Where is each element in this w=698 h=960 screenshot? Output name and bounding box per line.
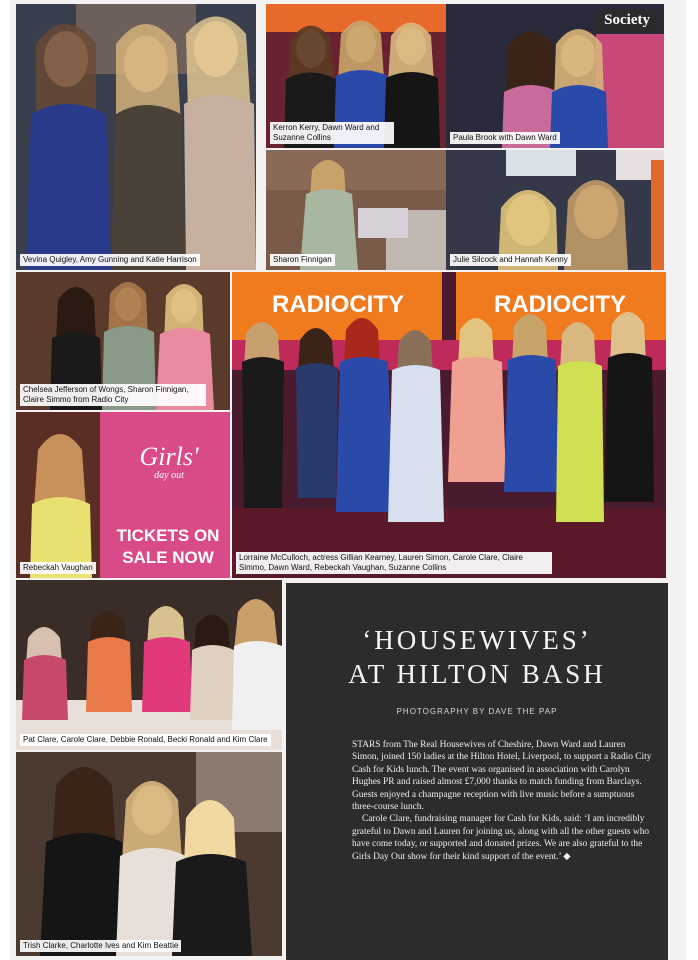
photo-julie-silcock-hannah-kenny — [446, 150, 664, 270]
photo-chelsea-jefferson-group — [16, 272, 230, 410]
photo-illustration — [266, 150, 446, 270]
photo-caption: Pat Clare, Carole Clare, Debbie Ronald, Becki Ronald and Kim Clare — [20, 734, 271, 746]
headline-line-1: ‘HOUSEWIVES’ — [362, 625, 592, 655]
article-body — [352, 739, 652, 863]
photo-rebeckah-vaughan — [16, 412, 230, 578]
photo-caption: Lorraine McCulloch, actress Gillian Kearney, Lauren Simon, Carole Clare, Claire Simmo, Dawn Ward, Rebeckah Vaughan, Suzanne Collins — [236, 552, 552, 574]
sign-sale-now: SALE NOW — [122, 548, 214, 567]
magazine-page — [10, 0, 686, 960]
sign-subtitle: day out — [154, 470, 184, 481]
photo-illustration — [446, 150, 664, 270]
photo-caption: Kerron Kerry, Dawn Ward and Suzanne Collins — [270, 122, 394, 144]
photo-illustration — [16, 4, 256, 270]
photo-caption: Paula Brook with Dawn Ward — [450, 132, 560, 144]
photo-caption: Sharon Finnigan — [270, 254, 335, 266]
photo-caption: Chelsea Jefferson of Wongs, Sharon Finnigan, Claire Simmo from Radio City — [20, 384, 206, 406]
photo-illustration — [16, 752, 282, 956]
photo-vevina-quigley-group — [16, 4, 256, 270]
photo-caption: Rebeckah Vaughan — [20, 562, 96, 574]
sign-tickets-on: TICKETS ON — [116, 526, 220, 545]
photo-illustration — [16, 580, 282, 750]
photo-caption: Vevina Quigley, Amy Gunning and Katie Harrison — [20, 254, 200, 266]
photo-main-group — [232, 272, 666, 578]
photo-credit: PHOTOGRAPHY BY DAVE THE PAP — [396, 707, 558, 716]
article-panel — [286, 583, 668, 960]
girls-day-out-sign — [112, 444, 226, 481]
radiocity-logo-right: RADIOCITY — [494, 291, 626, 318]
article-paragraph-2: Carole Clare, fundraising manager for Cash for Kids, said: ‘I am incredibly grateful to Dawn and Lauren for joining us, along with all the other guests who have come today, or supported and donated prizes. We are also grateful to the Girls Day Out show for their kind support of the event.’ ◆ — [352, 814, 650, 862]
photo-caption: Trish Clarke, Charlotte Ives and Kim Beattie — [20, 940, 181, 952]
photo-pat-clare-table — [16, 580, 282, 750]
photo-trish-clarke-group — [16, 752, 282, 956]
section-label: Society — [596, 10, 658, 32]
headline-line-2: AT HILTON BASH — [348, 659, 606, 689]
radiocity-logo-left: RADIOCITY — [272, 291, 404, 318]
photo-kerron-kerry-group — [266, 4, 446, 148]
photo-paula-brook-dawn-ward — [446, 4, 664, 148]
article-paragraph-1: STARS from The Real Housewives of Cheshire, Dawn Ward and Lauren Simon, joined 150 ladies at the Hilton Hotel, Liverpool, to support a Radio City Cash for Kids lunch. The event was organised in association with Carolyn Hughes PR and raised almost £7,000 thanks to match funding from Barclays. Guests enjoyed a champagne reception with live music before a sumptuous three-course lunch. — [352, 740, 652, 813]
photo-caption: Julie Silcock and Hannah Kenny — [450, 254, 571, 266]
photo-sharon-finnigan — [266, 150, 446, 270]
sign-title: Girls' — [139, 442, 199, 471]
photo-illustration — [232, 272, 666, 578]
